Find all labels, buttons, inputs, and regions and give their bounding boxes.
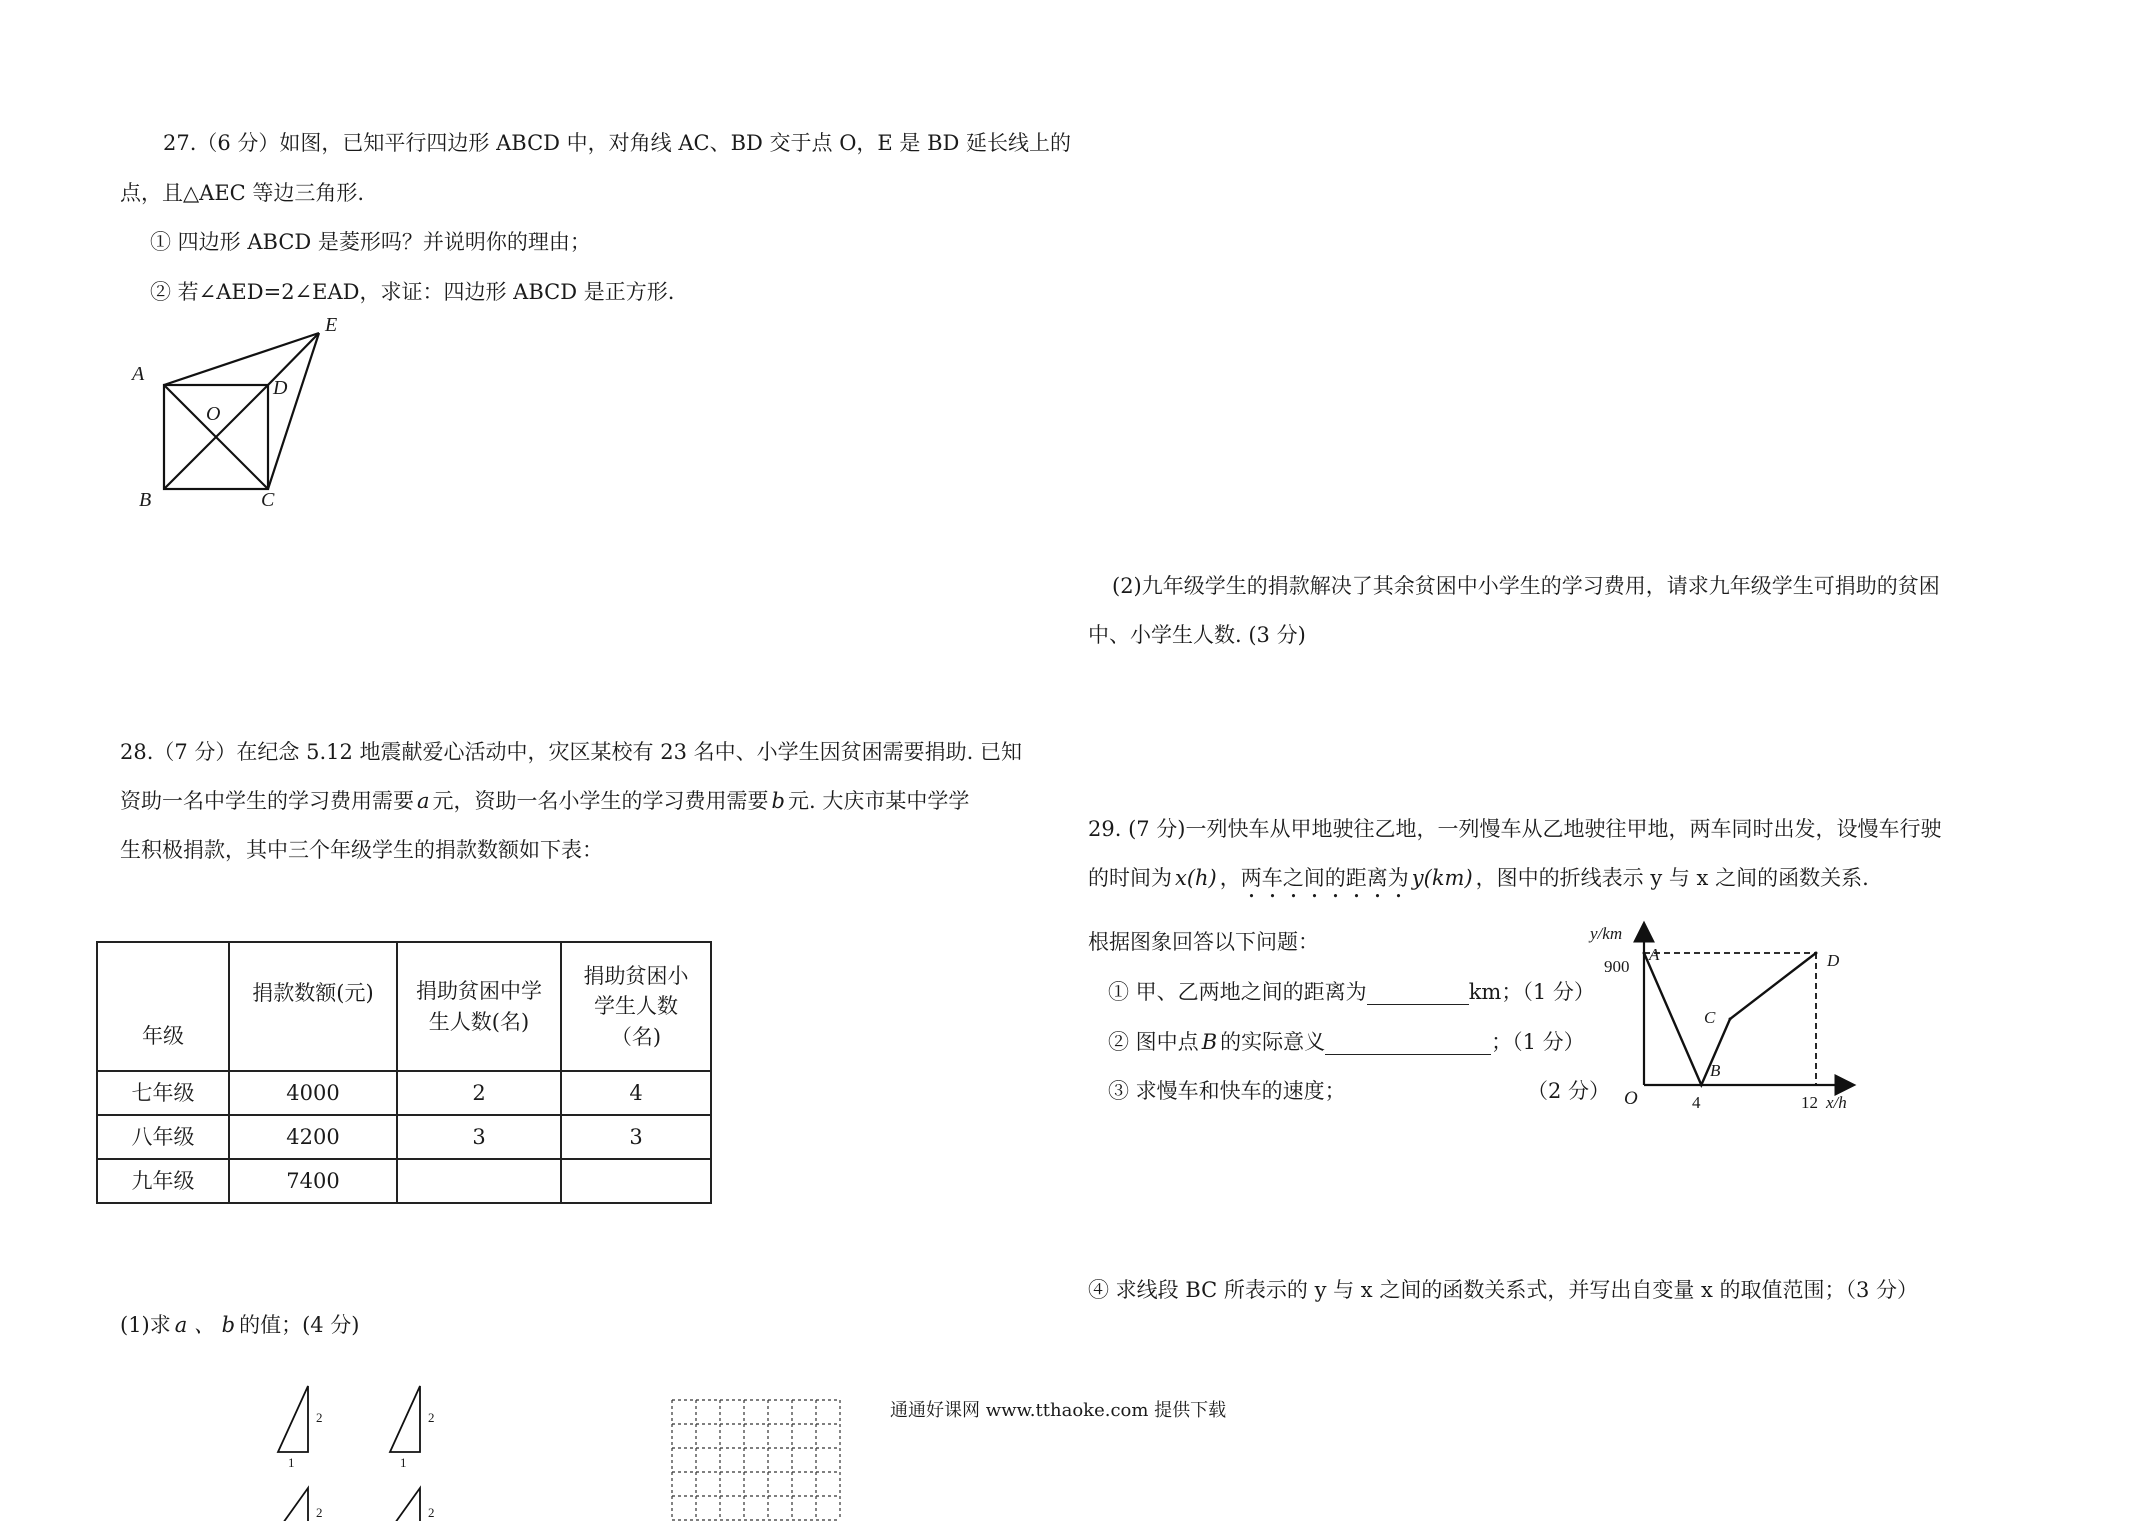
q29-intro: 根据图象回答以下问题： [1088,930,1319,954]
grid-paper-figure [670,1398,842,1518]
y-tick-label: 900 [1604,957,1630,976]
q29-line1: 29. (7 分)一列快车从甲地驶往乙地，一列慢车从乙地驶往甲地，两车同时出发，设慢车行驶 [1088,817,1942,841]
label-o: O [206,403,221,425]
origin-label: O [1624,1088,1638,1109]
q27-figure [120,315,350,515]
triangle-label: 1 [400,1455,407,1470]
q29-p3: ③ 求慢车和快车的速度； [1108,1079,1346,1103]
cell-grade: 七年级 [97,1071,229,1115]
q28-sub2-line2: 中、小学生人数. (3 分) [1088,623,1306,647]
point-c-label: C [1704,1008,1716,1027]
q28-sub2-line1: (2)九年级学生的捐款解决了其余贫困中小学生的学习费用，请求九年级学生可捐助的贫困 [1112,574,1940,598]
label-a: A [132,363,145,385]
cell-primary: 3 [561,1115,711,1159]
segment-ae [164,333,319,385]
data-point-d [1815,952,1818,955]
answer-blank-point-b[interactable] [1325,1036,1491,1055]
q27-line2: 点，且△AEC 等边三角形. [120,181,365,205]
donation-table [96,941,712,1204]
x-axis-label: x/h [1826,1093,1847,1112]
table-row [97,1159,711,1203]
point-d-label: D [1827,951,1840,970]
cell-primary [561,1159,711,1203]
q28-line3: 生积极捐款，其中三个年级学生的捐款数额如下表： [120,838,603,862]
x-tick-label: 12 [1801,1093,1818,1112]
label-b: B [139,489,152,511]
footer-credit: 通通好课网 www.tthaoke.com 提供下载 [890,1400,1227,1421]
point-b-label: B [1710,1061,1721,1080]
header-amount: 捐款数额(元) [229,942,397,1071]
q29-line2: 的时间为 x(h) ，两车之间的距离为 y(km) ，图中的折线表示 y 与 x 之间的函数关系. [1088,866,1869,890]
x-tick-label: 4 [1692,1093,1701,1112]
y-axis-label: y/km [1590,924,1623,943]
cell-primary: 4 [561,1071,711,1115]
cell-middle: 3 [397,1115,561,1159]
q28-line1: 28.（7 分）在纪念 5.12 地震献爱心活动中，灾区某校有 23 名中、小学生因贫困需要捐助. 已知 [120,740,1022,764]
label-e: E [325,314,338,336]
header-grade: 年级 [97,942,229,1071]
label-d: D [273,377,288,399]
header-middle-students: 捐助贫困中学 生人数(名) [397,942,561,1071]
table-row [97,1115,711,1159]
data-point-c [1729,1018,1732,1021]
answer-blank-distance[interactable] [1367,986,1469,1005]
q29-p3-score: （2 分） [1527,1079,1611,1103]
cell-middle: 2 [397,1071,561,1115]
cell-grade: 九年级 [97,1159,229,1203]
q29-p4: ④ 求线段 BC 所表示的 y 与 x 之间的函数关系式，并写出自变量 x 的取值范围；（3 分） [1088,1278,1919,1302]
cell-amount: 7400 [229,1159,397,1203]
triangle-label: 2 [316,1505,323,1520]
cell-amount: 4200 [229,1115,397,1159]
triangles-figure [270,1380,460,1518]
q27-part1: ① 四边形 ABCD 是菱形吗？并说明你的理由； [150,230,591,254]
q28-line2: 资助一名中学生的学习费用需要 a 元，资助一名小学生的学习费用需要 b 元. 大庆市某中学学 [120,789,970,813]
triangle-label: 2 [428,1410,435,1425]
label-c: C [261,489,275,511]
q27-line1: 27.（6 分）如图，已知平行四边形 ABCD 中，对角线 AC、BD 交于点 O，E 是 BD 延长线上的 [163,131,1072,155]
q27-part2: ② 若∠AED=2∠EAD，求证：四边形 ABCD 是正方形. [150,280,675,304]
cell-amount: 4000 [229,1071,397,1115]
triangle-label: 2 [428,1505,435,1520]
q29-p2: ② 图中点 B 的实际意义 ；（1 分） [1108,1030,1585,1054]
data-point-b [1700,1084,1703,1087]
segment-ce [268,333,319,489]
triangle-label: 2 [316,1410,323,1425]
triangle-label: 1 [288,1455,295,1470]
point-a-label: A [1649,945,1660,964]
cell-middle [397,1159,561,1203]
table-header-row [97,942,711,1071]
table-row [97,1071,711,1115]
q29-p1: ① 甲、乙两地之间的距离为 km；（1 分） [1108,980,1595,1004]
header-primary-students: 捐助贫困小 学生人数 （名) [561,942,711,1071]
q28-sub1: (1)求 a 、 b 的值；(4 分) [120,1313,360,1337]
data-point-a [1643,952,1646,955]
cell-grade: 八年级 [97,1115,229,1159]
